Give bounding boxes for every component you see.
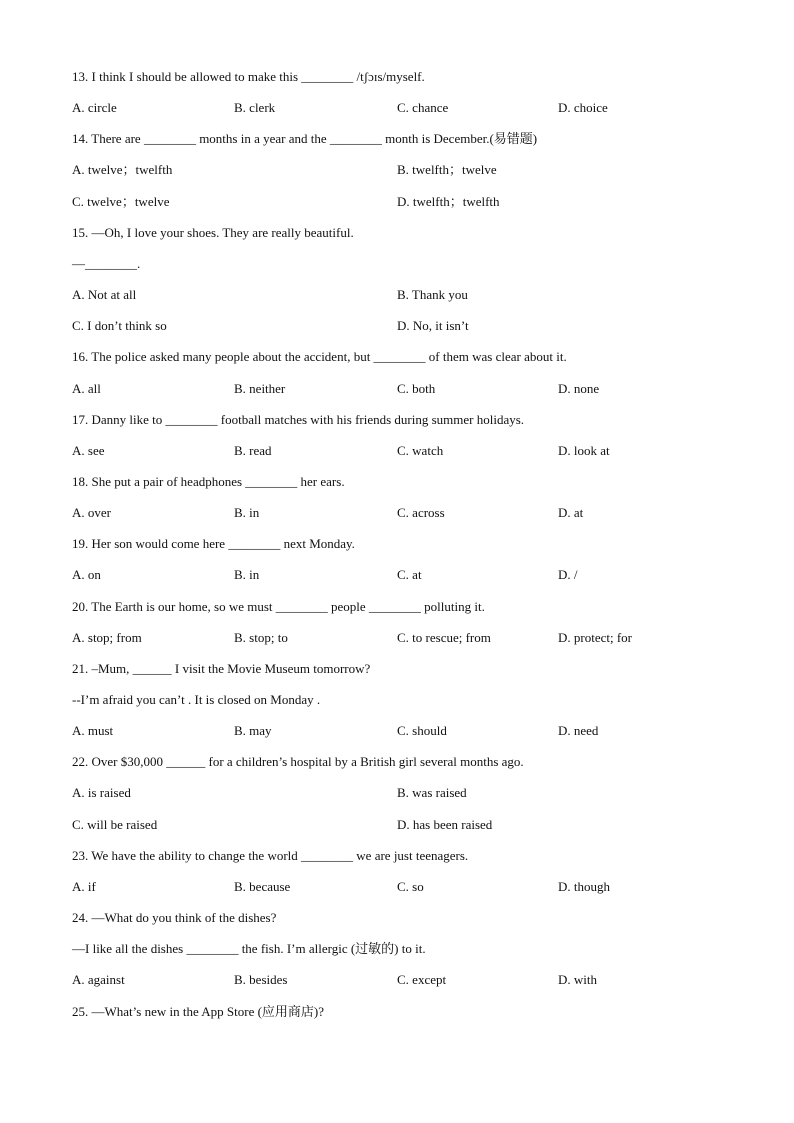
- question-stem-text: 24. —What do you think of the dishes?: [72, 910, 277, 926]
- answer-option: A. twelve；twelfth: [72, 162, 173, 178]
- answer-option: B. besides: [234, 972, 288, 988]
- answer-option: A. see: [72, 442, 105, 458]
- answer-option: A. over: [72, 505, 111, 521]
- question-stem-text: 14. There are ________ months in a year and the ________ month is December.(易错题): [72, 131, 538, 147]
- answer-option: B. because: [234, 878, 291, 894]
- question-stem-text: 21. –Mum, ______ I visit the Movie Museum tomorrow?: [72, 660, 371, 676]
- question-stem-text: 22. Over $30,000 ______ for a children’s hospital by a British girl several months ago.: [72, 754, 524, 770]
- question-stem-text: 20. The Earth is our home, so we must ________ people ________ polluting it.: [72, 598, 485, 614]
- answer-option: B. in: [234, 505, 260, 521]
- answer-option: B. twelfth；twelve: [397, 162, 497, 178]
- answer-option: C. to rescue; from: [397, 629, 491, 645]
- answer-option: B. clerk: [234, 100, 276, 116]
- question-stem-text: 16. The police asked many people about the accident, but ________ of them was clear about it.: [72, 349, 567, 365]
- answer-option: A. if: [72, 878, 96, 894]
- answer-option: D. twelfth；twelfth: [397, 193, 500, 209]
- answer-option: A. must: [72, 723, 114, 739]
- answer-option: A. circle: [72, 100, 117, 116]
- answer-option: B. neither: [234, 380, 286, 396]
- question-stem-text: 17. Danny like to ________ football matches with his friends during summer holidays.: [72, 411, 525, 427]
- question-stem-text: 25. —What’s new in the App Store (应用商店)?: [72, 1003, 325, 1019]
- answer-option: C. so: [397, 878, 424, 894]
- answer-option: D. look at: [558, 442, 610, 458]
- answer-option: B. Thank you: [397, 287, 468, 303]
- question-stem-text: --I’m afraid you can’t . It is closed on Monday .: [72, 692, 321, 707]
- answer-option: A. Not at all: [72, 287, 137, 303]
- question-stem-text: 19. Her son would come here ________ next Monday.: [72, 536, 355, 552]
- answer-option: D. though: [558, 878, 610, 894]
- answer-option: C. watch: [397, 442, 444, 458]
- question-stem-text: 13. I think I should be allowed to make this ________ /tʃɔɪs/myself.: [72, 69, 425, 84]
- answer-option: D. none: [558, 380, 600, 396]
- answer-option: D. No, it isn’t: [397, 318, 469, 334]
- answer-option: A. on: [72, 567, 101, 583]
- answer-option: C. except: [397, 972, 447, 988]
- answer-option: A. all: [72, 380, 101, 396]
- answer-option: D. with: [558, 972, 597, 988]
- answer-option: B. stop; to: [234, 629, 288, 645]
- answer-option: D. need: [558, 723, 599, 739]
- answer-option: D. at: [558, 505, 584, 521]
- answer-option: C. at: [397, 567, 422, 583]
- answer-option: B. may: [234, 723, 272, 739]
- answer-option: D. protect; for: [558, 629, 633, 645]
- answer-option: C. should: [397, 723, 447, 739]
- answer-option: C. twelve；twelve: [72, 193, 170, 209]
- answer-option: A. stop; from: [72, 629, 142, 645]
- answer-option: C. across: [397, 505, 445, 521]
- answer-option: C. I don’t think so: [72, 318, 167, 334]
- answer-option: A. is raised: [72, 785, 131, 801]
- answer-option: B. read: [234, 442, 272, 458]
- question-stem-text: —________.: [72, 255, 141, 271]
- question-stem-text: 18. She put a pair of headphones ________ her ears.: [72, 473, 345, 489]
- question-stem-text: —I like all the dishes ________ the fish. I’m allergic (过敏的) to it.: [72, 941, 426, 957]
- answer-option: B. was raised: [397, 785, 467, 801]
- answer-option: A. against: [72, 972, 125, 988]
- answer-option: C. will be raised: [72, 816, 158, 832]
- answer-option: C. chance: [397, 100, 449, 116]
- answer-option: C. both: [397, 380, 436, 396]
- answer-option: D. has been raised: [397, 816, 493, 832]
- answer-option: D. choice: [558, 100, 608, 116]
- answer-option: B. in: [234, 567, 260, 583]
- question-stem-text: 23. We have the ability to change the world ________ we are just teenagers.: [72, 847, 469, 863]
- question-stem-text: 15. —Oh, I love your shoes. They are really beautiful.: [72, 224, 354, 240]
- answer-option: D. /: [558, 567, 578, 583]
